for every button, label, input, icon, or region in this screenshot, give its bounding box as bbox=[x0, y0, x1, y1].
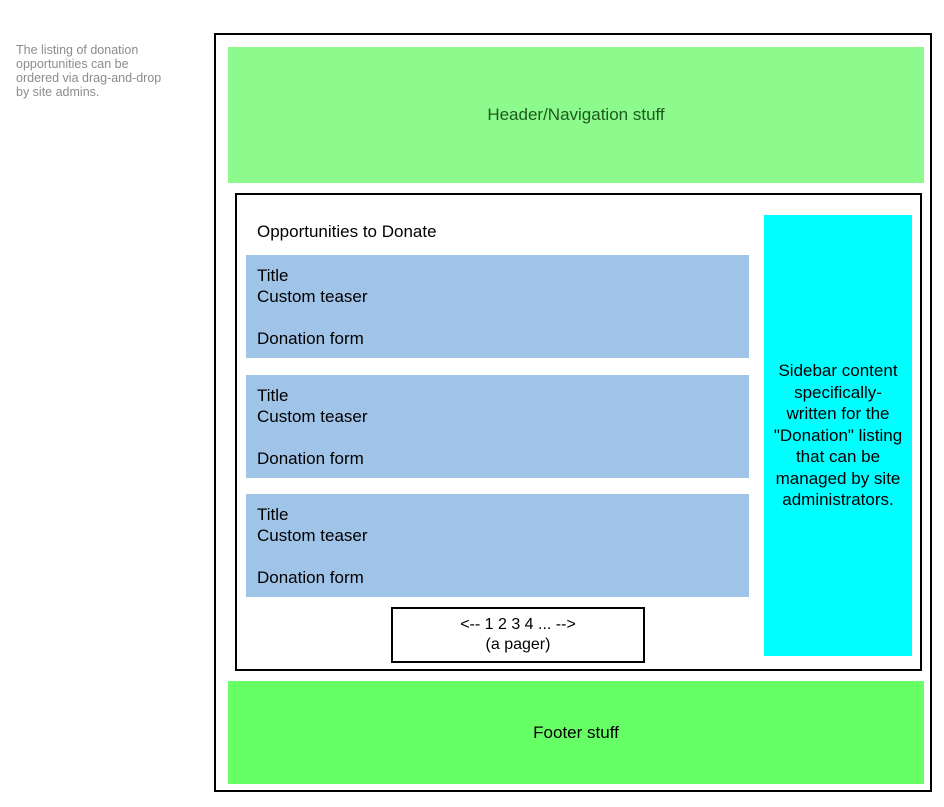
item-teaser: Custom teaser bbox=[257, 526, 368, 545]
item-title: Title bbox=[257, 266, 289, 285]
item-donation-form: Donation form bbox=[257, 329, 364, 348]
item-title: Title bbox=[257, 505, 289, 524]
sidebar-text: Sidebar content specifically-written for the "Donation" listing that can be managed by site administrators. bbox=[773, 361, 903, 510]
donation-item[interactable] bbox=[246, 494, 749, 597]
donation-item[interactable] bbox=[246, 375, 749, 478]
header-region bbox=[228, 47, 924, 183]
annotation-note: The listing of donation opportunities can be ordered via drag-and-drop by site admins. bbox=[16, 43, 162, 99]
footer-region bbox=[228, 681, 924, 784]
footer-label: Footer stuff bbox=[533, 722, 619, 742]
pager-links: <-- 1 2 3 4 ... --> bbox=[460, 616, 576, 633]
header-label: Header/Navigation stuff bbox=[487, 105, 665, 124]
donation-item[interactable] bbox=[246, 255, 749, 358]
item-teaser: Custom teaser bbox=[257, 287, 368, 306]
pager-caption: (a pager) bbox=[485, 636, 551, 653]
sidebar-region bbox=[764, 215, 912, 656]
item-donation-form: Donation form bbox=[257, 449, 364, 468]
item-title: Title bbox=[257, 386, 289, 405]
listing-title: Opportunities to Donate bbox=[257, 222, 437, 241]
pager[interactable] bbox=[391, 607, 645, 663]
item-donation-form: Donation form bbox=[257, 568, 364, 587]
item-teaser: Custom teaser bbox=[257, 407, 368, 426]
